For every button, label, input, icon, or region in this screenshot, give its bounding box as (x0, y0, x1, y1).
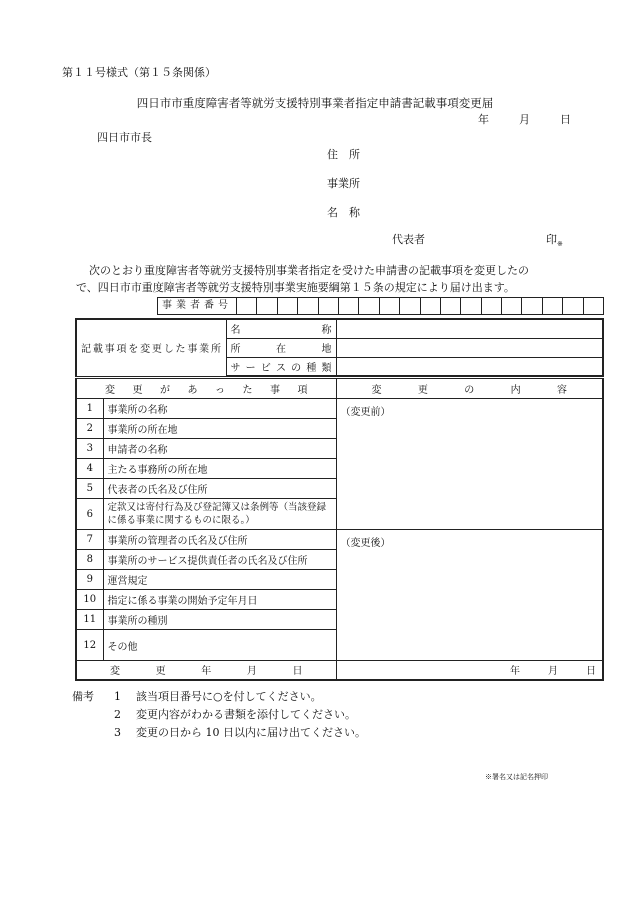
note-number: 1 (114, 690, 121, 703)
business-number-digit[interactable] (482, 298, 502, 314)
item-number: 5 (76, 479, 103, 499)
change-items-table (75, 378, 604, 681)
office-name-field[interactable] (336, 319, 603, 338)
item-text: 代表者の氏名及び住所 (103, 479, 336, 499)
item-number: 7 (76, 530, 103, 550)
item-text: 定款又は寄付行為及び登記簿又は条例等（当該登録に係る事業に関するものに限る。） (103, 499, 336, 530)
signature-footnote: ※署名又は記名押印 (485, 773, 548, 781)
item-number: 4 (76, 459, 103, 479)
item-text: 事業所の所在地 (103, 419, 336, 439)
business-number-box (157, 297, 604, 315)
note-text: 変更内容がわかる書類を添付してください。 (136, 708, 356, 721)
item-number: 1 (76, 399, 103, 419)
change-after-field[interactable] (336, 530, 603, 661)
item-number: 2 (76, 419, 103, 439)
changed-office-label: 記載事項を変更した事業所 (76, 319, 226, 376)
item-text: その他 (103, 630, 336, 661)
business-number-digit[interactable] (421, 298, 441, 314)
applicant-address-label: 住 所 (327, 148, 360, 161)
submission-date (478, 111, 571, 127)
item-text: 事業所の名称 (103, 399, 336, 419)
business-number-digit[interactable] (563, 298, 583, 314)
business-number-digit[interactable] (400, 298, 420, 314)
item-text: 事業所のサービス提供責任者の氏名及び住所 (103, 550, 336, 570)
item-number: 12 (76, 630, 103, 661)
notes (72, 688, 366, 742)
seal-text: 印 (546, 233, 557, 246)
change-before-label: （変更前） (340, 407, 391, 418)
date-month-label: 月 (519, 113, 530, 126)
business-number-digit[interactable] (339, 298, 359, 314)
item-number: 9 (76, 570, 103, 590)
item-number: 10 (76, 590, 103, 610)
business-number-digit[interactable] (522, 298, 542, 314)
addressee: 四日市市長 (97, 131, 152, 144)
service-type-field[interactable] (336, 357, 603, 376)
date-day-label: 日 (560, 113, 571, 126)
statement-line-2: で、四日市市重度障害者等就労支援特別事業実施要綱第１５条の規定により届け出ます。 (76, 281, 515, 294)
change-date-year: 年 (510, 666, 520, 678)
business-number-digit[interactable] (278, 298, 298, 314)
statement-text (76, 262, 566, 296)
item-number: 3 (76, 439, 103, 459)
business-number-digit[interactable] (257, 298, 277, 314)
change-date-month: 月 (548, 666, 558, 678)
business-number-digit[interactable] (298, 298, 318, 314)
item-text: 指定に係る事業の開始予定年月日 (103, 590, 336, 610)
applicant-name-label: 名 称 (327, 206, 360, 219)
business-number-label: 事業者番号 (158, 298, 237, 314)
item-text: 運営規定 (103, 570, 336, 590)
business-number-digit[interactable] (502, 298, 522, 314)
change-date-label: 変更年月日 (76, 661, 336, 680)
changed-office-table (75, 318, 604, 377)
applicant-office-label: 事業所 (327, 177, 360, 190)
item-text: 主たる事務所の所在地 (103, 459, 336, 479)
business-number-digit[interactable] (237, 298, 257, 314)
service-type-label: サービスの種類 (226, 357, 336, 376)
business-number-digit[interactable] (359, 298, 379, 314)
form-number: 第１１号様式（第１５条関係） (62, 66, 216, 79)
change-before-field[interactable] (336, 399, 603, 530)
representative-label: 代表者 (392, 233, 425, 246)
note-text: 変更の日から 10 日以内に届け出てください。 (136, 726, 366, 739)
items-header: 変更があった事項 (76, 379, 336, 399)
note-number: 3 (114, 726, 121, 739)
item-number: 11 (76, 610, 103, 630)
notes-heading: 備考 (72, 690, 94, 703)
item-number: 8 (76, 550, 103, 570)
note-text: 該当項目番号に○を付してください。 (136, 690, 322, 703)
change-after-label: （変更後） (340, 538, 391, 549)
item-text: 事業所の管理者の氏名及び住所 (103, 530, 336, 550)
business-number-digit[interactable] (461, 298, 481, 314)
seal-note: ※ (557, 240, 563, 249)
date-year-label: 年 (478, 113, 489, 126)
change-date-field[interactable] (336, 661, 603, 680)
office-location-label: 所在地 (226, 338, 336, 357)
seal-label (546, 231, 563, 248)
page-title: 四日市市重度障害者等就労支援特別事業者指定申請書記載事項変更届 (136, 96, 494, 110)
business-number-digit[interactable] (380, 298, 400, 314)
business-number-digit[interactable] (543, 298, 563, 314)
business-number-digit[interactable] (584, 298, 603, 314)
content-header: 変更の内容 (336, 379, 603, 399)
item-text: 事業所の種別 (103, 610, 336, 630)
business-number-digit[interactable] (319, 298, 339, 314)
statement-line-1: 次のとおり重度障害者等就労支援特別事業者指定を受けた申請書の記載事項を変更したの (89, 264, 529, 277)
item-text: 申請者の名称 (103, 439, 336, 459)
office-location-field[interactable] (336, 338, 603, 357)
office-name-label: 名称 (226, 319, 336, 338)
business-number-digit[interactable] (441, 298, 461, 314)
change-date-day: 日 (586, 666, 596, 678)
note-number: 2 (114, 708, 121, 721)
item-number: 6 (76, 499, 103, 530)
